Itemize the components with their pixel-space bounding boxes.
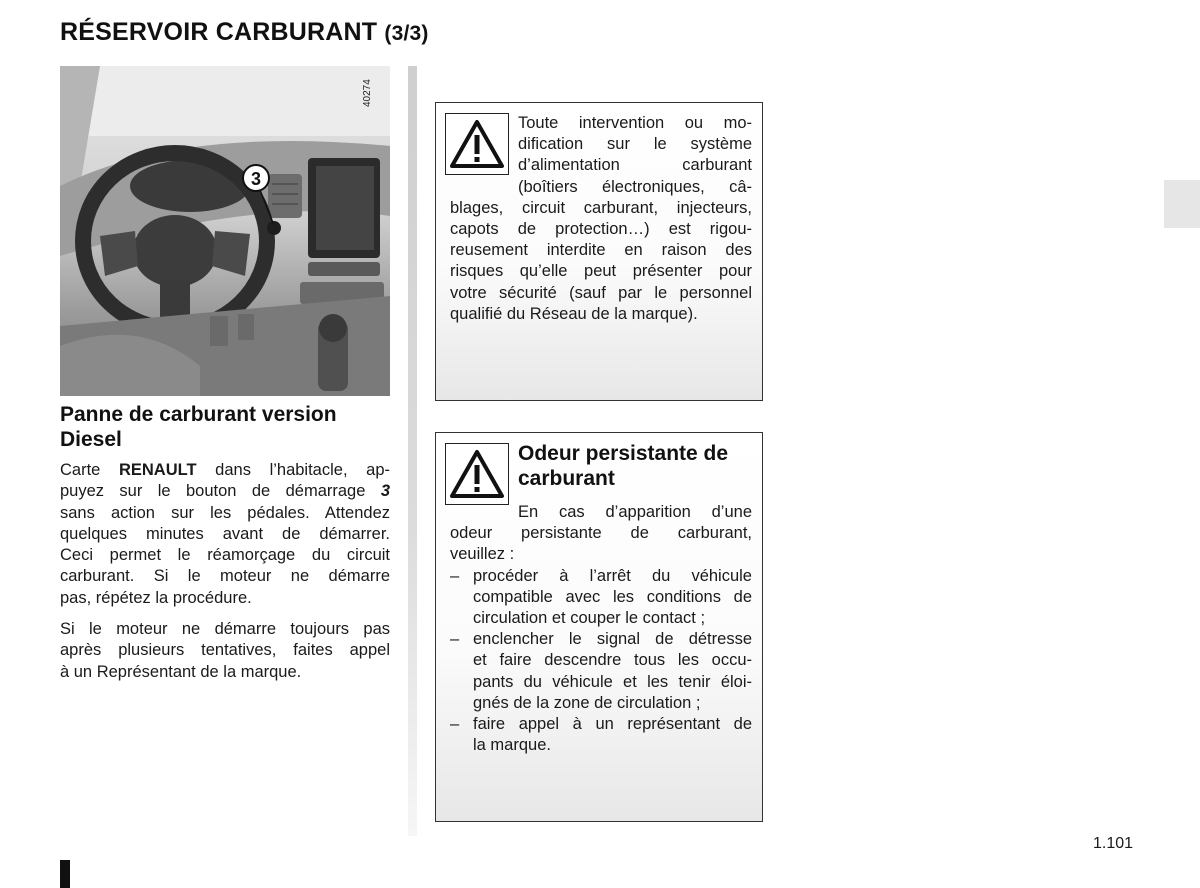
- text-line: Toute intervention ou mo-: [518, 114, 752, 132]
- page-number: 1.101: [1093, 835, 1134, 852]
- text-line: faire appel à un représentant de: [473, 715, 752, 734]
- text-line: pants du véhicule et les tenir éloi-: [473, 672, 752, 691]
- page-title: [60, 18, 429, 47]
- warning-triangle-icon: [445, 443, 509, 505]
- text-line: veuillez :: [450, 545, 515, 564]
- text-line: capots de protection…) est rigou-: [450, 220, 752, 239]
- text-line: sans action sur les pédales. Attendez: [60, 503, 390, 522]
- text-line1-rest: dans l’habitacle, ap-: [196, 461, 390, 479]
- section-heading: Panne de carburant version Diesel: [60, 403, 337, 451]
- text-line: (boîtiers électroniques, câ-: [518, 177, 752, 196]
- text-line: à un Représentant de la marque.: [60, 662, 302, 681]
- text-line: pas, répétez la procédure.: [60, 588, 252, 607]
- dashboard-illustration: [60, 66, 390, 396]
- text-line: votre sécurité (sauf par le personnel: [450, 283, 752, 302]
- text-line: gnés de la zone de circulation ;: [473, 693, 701, 712]
- text-line: reusement interdite en raison des: [450, 241, 752, 260]
- warning-text-fuel-system: [450, 113, 752, 325]
- list-item: [450, 714, 752, 756]
- list-dash: –: [450, 566, 460, 585]
- text-line: dification sur le système: [518, 135, 752, 154]
- text-line: quelques minutes avant de démarrer.: [60, 524, 390, 543]
- text-line: procéder à l’arrêt du véhicule: [473, 566, 752, 585]
- text-line: odeur persistante de carburant,: [450, 524, 752, 543]
- warning-title: Odeur persistante de carburant: [518, 442, 729, 490]
- text-lead: Carte: [60, 461, 119, 479]
- text-line: En cas d’apparition d’une: [518, 503, 752, 521]
- column-separator: [408, 66, 417, 836]
- warning-box-fuel-odour: [435, 432, 763, 822]
- paragraph-diesel-procedure: [60, 460, 390, 609]
- text-line2: puyez sur le bouton de démarrage: [60, 482, 381, 501]
- warning-text-fuel-odour: [450, 502, 752, 756]
- list-dash: –: [450, 630, 460, 649]
- text-line: d’alimentation carburant: [518, 156, 752, 175]
- text-line: la marque.: [473, 736, 551, 755]
- page-title-text: RÉSERVOIR CARBURANT: [60, 18, 378, 46]
- dashboard-photo: [60, 66, 390, 396]
- text-line: risques qu’elle peut présenter pour: [450, 262, 752, 281]
- text-line: Ceci permet le réamorçage du circuit: [60, 546, 390, 565]
- brand-name: RENAULT: [118, 461, 197, 479]
- text-line: après plusieurs tentatives, faites appel: [60, 641, 390, 660]
- text-line: blages, circuit carburant, injecteurs,: [450, 198, 752, 217]
- chapter-tab: [1164, 180, 1200, 228]
- text-line: qualifié du Réseau de la marque).: [450, 304, 698, 323]
- callout-number: 3: [250, 169, 262, 189]
- list-item: [450, 566, 752, 630]
- text-line: Si le moteur ne démarre toujours pas: [60, 620, 390, 638]
- list-dash: –: [450, 715, 460, 734]
- text-line: circulation et couper le contact ;: [473, 609, 706, 628]
- text-line: carburant. Si le moteur ne démarre: [60, 567, 390, 586]
- text-line: enclencher le signal de détresse: [473, 630, 752, 649]
- warning-box-fuel-system: [435, 102, 763, 401]
- page-title-suffix: (3/3): [384, 22, 429, 45]
- list-item: [450, 629, 752, 714]
- page-edge-marker: [60, 860, 70, 888]
- paragraph-contact-representative: [60, 619, 390, 683]
- text-line: et faire descendre tous les occu-: [473, 651, 752, 670]
- figure-reference: 40274: [362, 79, 373, 107]
- text-line: compatible avec les conditions de: [473, 587, 752, 606]
- button-reference: 3: [380, 482, 390, 501]
